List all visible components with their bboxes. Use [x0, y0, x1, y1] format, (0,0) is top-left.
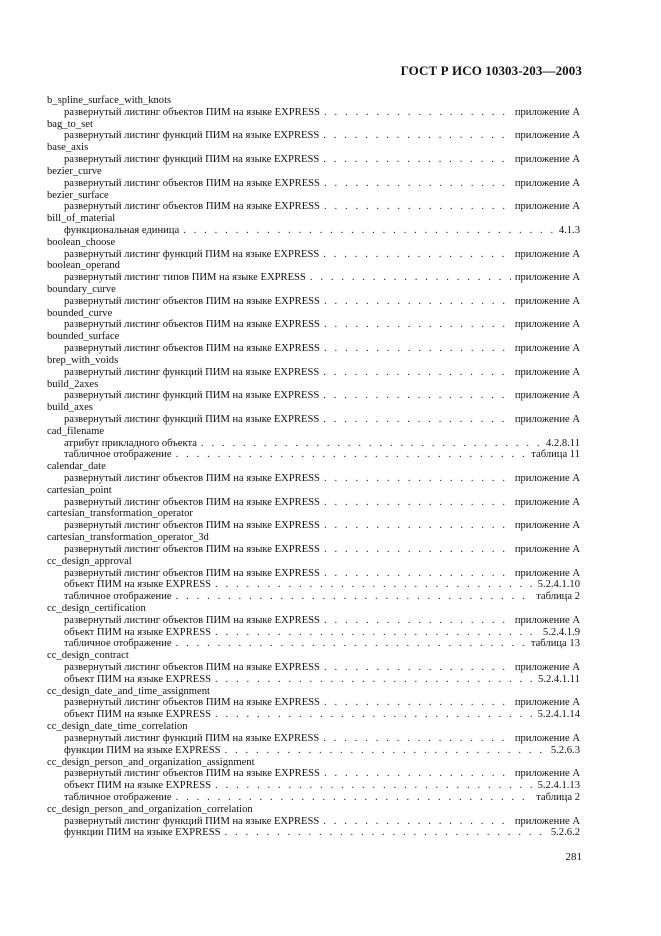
dot-leader [215, 709, 534, 721]
entry-label: развернутый листинг объектов ПИМ на языке EXPRESS [64, 662, 320, 673]
entry-reference: приложение А [514, 697, 580, 709]
entry-label: табличное отображение [64, 591, 172, 603]
entry-label: развернутый листинг типов ПИМ на языке EXPRESS [64, 272, 306, 284]
index-entry-row [47, 201, 580, 213]
entry-label: атрибут прикладного объекта [64, 437, 197, 449]
index-entry-row [47, 249, 580, 261]
entry-reference: 4.2.8.11 [545, 437, 580, 449]
index-entry-row [47, 615, 580, 627]
index-term: cc_design_person_and_organization_assignment [47, 756, 255, 768]
entry-reference: приложение А [514, 567, 580, 579]
entry-label: развернутый листинг объектов ПИМ на языке EXPRESS [64, 768, 320, 780]
index-entry-row [47, 438, 580, 450]
index-entry-row [47, 827, 580, 839]
entry-label: функции ПИМ на языке EXPRESS [64, 827, 221, 839]
entry-reference: приложение А [514, 520, 580, 532]
index-term: boolean_operand [47, 260, 120, 272]
index-term: cc_design_approval [47, 555, 132, 567]
entry-label: табличное отображение [64, 638, 172, 650]
entry-reference: приложение А [514, 248, 580, 260]
index-term: boundary_curve [47, 284, 116, 295]
index-entry-row [47, 544, 580, 556]
index-entry-row [47, 792, 580, 804]
index-entry-row [47, 579, 580, 591]
dot-leader [323, 367, 511, 379]
index-entry-row [47, 130, 580, 142]
entry-reference: 5.2.4.1.10 [537, 579, 580, 591]
entry-label: развернутый листинг функций ПИМ на языке EXPRESS [64, 815, 320, 827]
index-entry-row [47, 473, 580, 485]
entry-reference: таблица 2 [536, 591, 580, 603]
entry-reference: приложение А [514, 366, 580, 378]
entry-label: развернутый листинг объектов ПИМ на языке EXPRESS [64, 319, 320, 331]
entry-reference: приложение А [514, 473, 580, 484]
dot-leader [324, 662, 511, 674]
entry-reference: 5.2.4.1.14 [537, 709, 580, 721]
dot-leader [324, 497, 511, 509]
index-term: cc_design_contract [47, 650, 129, 662]
entry-reference: приложение А [514, 732, 580, 744]
index-entry-row [47, 745, 580, 757]
dot-leader [324, 107, 511, 119]
index-entry-row [47, 568, 580, 580]
dot-leader [323, 390, 511, 402]
entry-label: развернутый листинг объектов ПИМ на языке EXPRESS [64, 520, 320, 532]
document-header: ГОСТ Р ИСО 10303-203—2003 [400, 63, 582, 78]
index-entry-row [47, 627, 580, 639]
entry-reference: приложение А [514, 543, 580, 555]
entry-reference: 5.2.6.2 [550, 827, 580, 839]
entry-label: развернутый листинг объектов ПИМ на языке EXPRESS [64, 343, 320, 355]
index-entry-row [47, 591, 580, 603]
index-entry-row [47, 319, 580, 331]
entry-reference: 5.2.4.1.11 [538, 673, 580, 685]
entry-reference: приложение А [514, 768, 580, 780]
entry-label: развернутый листинг объектов ПИМ на языке EXPRESS [64, 543, 320, 555]
entry-reference: приложение А [514, 390, 580, 402]
dot-leader [323, 249, 511, 261]
entry-reference: приложение А [514, 614, 580, 626]
dot-leader [215, 674, 534, 686]
index-term: bounded_surface [47, 331, 120, 343]
dot-leader [201, 438, 542, 450]
entry-reference: приложение А [514, 201, 580, 213]
entry-label: развернутый листинг функций ПИМ на языке EXPRESS [64, 248, 320, 260]
dot-leader [215, 579, 534, 591]
entry-label: развернутый листинг функций ПИМ на языке EXPRESS [64, 154, 320, 166]
dot-leader [324, 544, 511, 556]
dot-leader [324, 697, 511, 709]
index-entry-row [47, 107, 580, 119]
index-entry-row [47, 449, 580, 461]
entry-label: развернутый листинг функций ПИМ на языке EXPRESS [64, 413, 320, 425]
index-entry-row [47, 816, 580, 828]
entry-label: развернутый листинг объектов ПИМ на языке EXPRESS [64, 496, 320, 508]
entry-reference: 4.1.3 [558, 224, 580, 236]
dot-leader [310, 272, 511, 284]
dot-leader [176, 449, 528, 461]
index-entry-row [47, 768, 580, 780]
dot-leader [324, 768, 511, 780]
index-term: bag_to_set [47, 118, 93, 130]
index-term: cc_design_date_and_time_assignment [47, 685, 210, 697]
entry-label: объект ПИМ на языке EXPRESS [64, 709, 212, 721]
entry-reference: приложение А [514, 496, 580, 508]
index-entry-row [47, 367, 580, 379]
index-term: cartesian_transformation_operator [47, 508, 193, 520]
entry-reference: приложение А [514, 413, 580, 425]
index-term: b_spline_surface_with_knots [47, 95, 172, 106]
entry-label: развернутый листинг функций ПИМ на языке EXPRESS [64, 130, 320, 142]
index-entry-row [47, 674, 580, 686]
entry-label: развернутый листинг объектов ПИМ на языке EXPRESS [64, 177, 320, 189]
index-term: cc_design_date_time_correlation [47, 721, 188, 733]
dot-leader [324, 343, 511, 355]
index-entry-row [47, 296, 580, 308]
index-entry-row [47, 414, 580, 426]
subject-index [47, 95, 580, 839]
dot-leader [323, 130, 511, 142]
entry-label: функции ПИМ на языке EXPRESS [64, 744, 221, 756]
dot-leader [225, 827, 547, 839]
index-term: cc_design_person_and_organization_correlation [47, 803, 253, 815]
index-entry-row [47, 662, 580, 674]
entry-label: табличное отображение [64, 449, 172, 461]
index-term: base_axis [47, 142, 89, 154]
index-term: cad_filename [47, 425, 105, 437]
dot-leader [323, 154, 511, 166]
entry-label: развернутый листинг функций ПИМ на языке EXPRESS [64, 390, 320, 402]
index-entry-row [47, 272, 580, 284]
dot-leader [324, 473, 511, 485]
entry-reference: 5.2.6.3 [550, 744, 580, 756]
entry-label: развернутый листинг функций ПИМ на языке EXPRESS [64, 366, 320, 378]
index-term: cartesian_point [47, 484, 112, 496]
entry-label: объект ПИМ на языке EXPRESS [64, 579, 212, 591]
entry-label: развернутый листинг объектов ПИМ на языке EXPRESS [64, 106, 320, 118]
index-term: brep_with_voids [47, 354, 119, 366]
index-entry-row [47, 709, 580, 721]
dot-leader [324, 520, 511, 532]
entry-label: развернутый листинг функций ПИМ на языке EXPRESS [64, 732, 320, 744]
entry-reference: приложение А [514, 272, 580, 284]
index-entry-row [47, 638, 580, 650]
index-term: cartesian_transformation_operator_3d [47, 532, 209, 544]
entry-label: развернутый листинг объектов ПИМ на языке EXPRESS [64, 473, 320, 484]
index-term: cc_design_certification [47, 602, 146, 614]
page-number: 281 [565, 851, 582, 863]
dot-leader [324, 615, 511, 627]
index-entry-row [47, 154, 580, 166]
entry-label: табличное отображение [64, 791, 172, 803]
dot-leader [323, 733, 511, 745]
dot-leader [183, 225, 555, 237]
index-entry-row [47, 780, 580, 792]
entry-label: развернутый листинг объектов ПИМ на языке EXPRESS [64, 697, 320, 709]
entry-reference: таблица 2 [536, 791, 580, 803]
entry-reference: приложение А [514, 154, 580, 166]
index-term: build_axes [47, 402, 93, 414]
index-entry-row [47, 520, 580, 532]
entry-reference: приложение А [514, 662, 580, 673]
index-entry-row [47, 390, 580, 402]
dot-leader [176, 591, 533, 603]
entry-reference: 5.2.4.1.9 [542, 626, 580, 638]
dot-leader [176, 638, 527, 650]
dot-leader [176, 792, 533, 804]
entry-reference: таблица 13 [530, 638, 580, 650]
dot-leader [324, 201, 511, 213]
dot-leader [323, 414, 511, 426]
index-entry-row [47, 733, 580, 745]
dot-leader [225, 745, 547, 757]
entry-reference: таблица 11 [531, 449, 580, 461]
index-entry-row [47, 697, 580, 709]
dot-leader [215, 627, 539, 639]
dot-leader [324, 568, 511, 580]
index-term: bounded_curve [47, 307, 113, 319]
entry-reference: приложение А [514, 815, 580, 827]
entry-label: развернутый листинг объектов ПИМ на языке EXPRESS [64, 295, 320, 307]
index-entry-row [47, 225, 580, 237]
entry-label: развернутый листинг объектов ПИМ на языке EXPRESS [64, 614, 320, 626]
index-term: build_2axes [47, 378, 99, 390]
entry-reference: приложение А [514, 319, 580, 331]
index-entry-row [47, 497, 580, 509]
dot-leader [324, 319, 511, 331]
index-term: bezier_curve [47, 165, 102, 177]
entry-label: развернутый листинг объектов ПИМ на языке EXPRESS [64, 201, 320, 213]
entry-label: функциональная единица [64, 224, 180, 236]
index-term: boolean_choose [47, 236, 116, 248]
entry-reference: 5.2.4.1.13 [537, 780, 580, 792]
entry-label: объект ПИМ на языке EXPRESS [64, 780, 212, 792]
dot-leader [324, 178, 511, 190]
index-term: calendar_date [47, 461, 106, 473]
dot-leader [323, 816, 511, 828]
dot-leader [324, 296, 511, 308]
index-entry-row [47, 178, 580, 190]
index-entry-row [47, 343, 580, 355]
entry-reference: приложение А [514, 130, 580, 142]
entry-label: объект ПИМ на языке EXPRESS [64, 673, 212, 685]
index-term: bill_of_material [47, 213, 116, 225]
index-term: bezier_surface [47, 189, 109, 201]
entry-label: развернутый листинг объектов ПИМ на языке EXPRESS [64, 567, 320, 579]
entry-reference: приложение А [514, 177, 580, 189]
entry-reference: приложение А [514, 343, 580, 355]
dot-leader [215, 780, 534, 792]
entry-label: объект ПИМ на языке EXPRESS [64, 626, 212, 638]
entry-reference: приложение А [514, 106, 580, 118]
entry-reference: приложение А [514, 295, 580, 307]
